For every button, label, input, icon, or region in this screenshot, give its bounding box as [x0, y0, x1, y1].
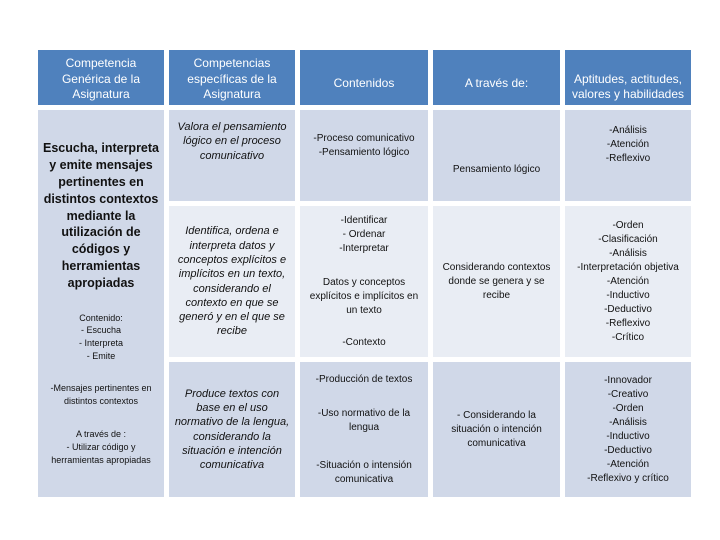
contenido-item: -Pensamiento lógico: [318, 147, 410, 158]
header-competencias-especificas: [169, 50, 295, 105]
aptitud-item: -Crítico: [611, 331, 645, 343]
contenido-item: - Interpreta: [78, 338, 124, 349]
especifica-row2: [169, 206, 295, 357]
competencias-table: [38, 50, 691, 488]
aptitud-item: -Inductivo: [606, 289, 650, 301]
aptitud-item: -Interpretación objetiva: [577, 261, 679, 273]
especifica-row3-text: Produce textos con base en el uso normativo de la lengua, considerando la situación e intención comunicativa: [174, 387, 290, 472]
aptitudes-row2: [565, 206, 691, 357]
especifica-row1: [169, 110, 295, 201]
aptitud-item: -Análisis: [609, 125, 647, 136]
contenido-item: -Uso normativo de la lengua: [317, 407, 411, 433]
aptitud-item: -Deductivo: [604, 303, 652, 315]
aptitud-item: -Atención: [606, 275, 650, 287]
especifica-row1-text: Valora el pensamiento lógico en el proceso comunicativo: [177, 121, 287, 162]
especifica-row2-text: Identifica, ordena e interpreta datos y conceptos explícitos e implícitos en un texto, considerando el contexto en que se generó y en el que se recibe: [177, 225, 287, 338]
aptitud-item: -Clasificación: [598, 233, 658, 245]
a-traves-text: - Utilizar código y herramientas apropiadas: [51, 442, 151, 466]
header-competencia-generica-label: Competencia Genérica de la Asignatura: [61, 56, 141, 102]
contenido-item: Datos y conceptos explícitos e implícitos en un texto: [309, 276, 419, 316]
atraves-row3-text: - Considerando la situación o intención comunicativa: [451, 409, 542, 449]
aptitud-item: -Orden: [612, 219, 644, 231]
contenidos-row3: [300, 362, 428, 497]
atraves-row2: [433, 206, 560, 357]
aptitudes-row1: [565, 110, 691, 201]
aptitudes-row3: [565, 362, 691, 497]
aptitud-item: -Análisis: [609, 247, 647, 259]
contenidos-row1: [300, 110, 428, 201]
a-traves-block: [42, 428, 160, 467]
contenido-item: -Producción de textos: [315, 373, 413, 385]
contenido-item: -Identificar: [340, 214, 388, 226]
aptitud-item: -Reflexivo: [605, 317, 651, 329]
header-contenidos: [300, 50, 428, 105]
atraves-row1: [433, 110, 560, 201]
aptitud-item: -Atención: [606, 139, 650, 150]
a-traves-label: A través de :: [75, 429, 127, 440]
competencia-generica-cell: [38, 110, 164, 497]
header-aptitudes: [565, 50, 691, 105]
contenido-item: - Escucha: [80, 325, 122, 336]
contenido-item: -Interpretar: [339, 242, 389, 254]
contenido-item: -Proceso comunicativo: [313, 133, 415, 144]
aptitud-item: -Orden: [612, 402, 644, 414]
header-aptitudes-label: Aptitudes, actitudes, valores y habilidades: [571, 71, 685, 102]
competencia-generica-text: Escucha, interpreta y emite mensajes pertinentes en distintos contextos mediante la utilización de códigos y herramientas apropiadas: [42, 141, 159, 290]
aptitud-item: -Creativo: [607, 388, 649, 400]
aptitud-item: -Reflexivo y crítico: [587, 472, 669, 484]
header-a-traves-de-label: A través de:: [464, 75, 529, 90]
atraves-row1-text: Pensamiento lógico: [452, 163, 541, 175]
atraves-row3: [433, 362, 560, 497]
contenido-label: Contenido:: [79, 312, 123, 323]
especifica-row3: [169, 362, 295, 497]
contenido-item: - Ordenar: [342, 228, 386, 240]
aptitud-item: -Innovador: [604, 374, 652, 386]
aptitud-item: -Deductivo: [604, 444, 652, 456]
header-competencia-generica: [38, 50, 164, 105]
aptitud-item: -Inductivo: [606, 430, 650, 442]
contenido-block: [79, 312, 123, 362]
contenido-item: -Contexto: [342, 336, 386, 348]
aptitud-item: -Atención: [606, 458, 650, 470]
header-a-traves-de: [433, 50, 560, 105]
contenido-item: -Situación o intensión comunicativa: [316, 459, 412, 485]
contenidos-row2: [300, 206, 428, 357]
aptitud-item: -Reflexivo: [605, 153, 651, 164]
atraves-row2-text: Considerando contextos donde se genera y se recibe: [442, 261, 551, 301]
contenido-item: - Emite: [86, 350, 116, 361]
mensajes-pertinentes-text: -Mensajes pertinentes en distintos contextos: [50, 383, 152, 407]
header-competencias-especificas-label: Competencias específicas de la Asignatura: [187, 56, 277, 102]
header-contenidos-label: Contenidos: [333, 75, 395, 90]
aptitud-item: -Análisis: [609, 416, 647, 428]
